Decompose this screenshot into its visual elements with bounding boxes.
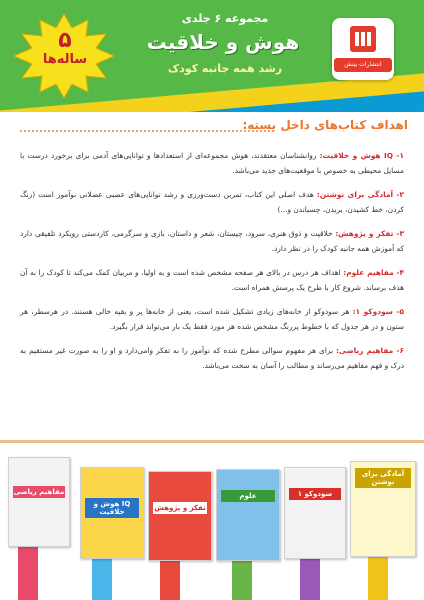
book-cover — [8, 457, 70, 547]
goal-item — [20, 343, 404, 373]
series-title: هوش و خلاقیت — [146, 30, 300, 54]
goal-item-text: هر سودوکو از خانه‌های زیادی تشکیل شده است، یعنی از خانه‌ها پر و بقیه خالی هستند. در هرسطر، هر ستون و در هر جدول که با خطوط پررنگ مشخص شده هر مورد فقط یک بار می‌تواند قرار بگیرد. — [20, 307, 404, 331]
goal-item-title: ۲- آمادگی برای نوشتن: — [316, 190, 404, 199]
book-covers-row — [0, 445, 424, 600]
book-cover — [284, 467, 346, 559]
goal-item-title: ۶- مفاهیم ریاضی: — [336, 346, 404, 355]
book-title: آمادگی برای نوشتن — [355, 468, 411, 488]
section-divider — [20, 130, 274, 132]
goal-item-text: هدف اصلی این کتاب، تمرین دست‌ورزی و رشد توانایی‌های عصبی عضلانی نوآموز است (رنگ کردن، خط کشیدن، بریدن، چسباندن و...) — [20, 190, 404, 214]
age-badge-label: ساله‌ها — [42, 52, 88, 67]
goal-item-title: ۳- تفکر و پژوهش: — [335, 229, 404, 238]
publisher-logo — [332, 18, 394, 80]
goal-item — [20, 148, 404, 178]
gold-divider — [0, 440, 424, 443]
book-cover — [148, 471, 212, 561]
publisher-logo-icon — [348, 24, 378, 54]
section-title: اهداف کتاب‌های داخل بسته: — [242, 118, 408, 132]
age-badge-number: ۵ — [58, 28, 72, 53]
book-title: علوم — [221, 490, 275, 502]
book-cover — [216, 469, 280, 561]
goals-list — [20, 148, 404, 382]
goal-item — [20, 187, 404, 217]
book-title: مفاهیم ریاضی — [13, 488, 65, 496]
series-subtitle: مجموعه ۶ جلدی — [181, 12, 269, 25]
goal-item — [20, 265, 404, 295]
goal-item-text: برای هر مفهوم سوالی مطرح شده که نوآموز را به تفکر وامی‌دارد و او را به صورت غیر مستقیم به درک و فهم مفاهیم می‌رساند و مطالب را آسان به سخت می‌باشد. — [20, 346, 404, 370]
book-title: تفکر و پژوهش — [154, 504, 206, 512]
goal-item — [20, 226, 404, 256]
goal-item-text: خلاقیت و ذوق هنری، سرود، چیستان، شعر و داستان، بازی و سرگرمی، کاردستی رویکرد تلفیقی دارد که آموزش همه جانبه کودک را در نظر دارد. — [20, 229, 404, 253]
header-banner — [0, 0, 424, 112]
goal-item-text: روانشناسان معتقدند، هوش مجموعه‌ای از استعدادها و توانایی‌های آدمی برای برخورد درست با مسایل محیطی به خصوص با موقعیت‌های جدید می‌باشد. — [20, 151, 404, 175]
goal-item-title: ۴- مفاهیم علوم: — [343, 268, 404, 277]
book-title: IQ هوش و خلاقیت — [85, 498, 139, 518]
goal-item-text: اهداف هر درس در بالای هر صفحه مشخص شده است و به اولیا، و مربیان کمک می‌کند تا کودک را به آن هدف برساند. شروع کار با طرح یک پرسش همراه است. — [20, 268, 404, 292]
book-cover — [350, 461, 416, 557]
book-cover — [80, 467, 144, 559]
publisher-logo-text: انتشارات بینش — [334, 58, 392, 72]
goal-item-title: ۵- سودوکو ۱: — [352, 307, 404, 316]
goal-item-title: ۱- IQ هوش و خلاقیت: — [319, 151, 404, 160]
series-tagline: رشد همه جانبه کودک — [167, 62, 283, 75]
goal-item — [20, 304, 404, 334]
book-title: سودوکو ۱ — [289, 488, 341, 500]
age-badge — [22, 30, 108, 68]
